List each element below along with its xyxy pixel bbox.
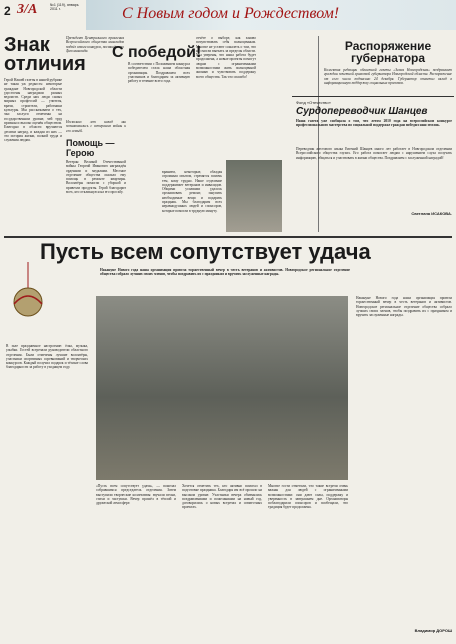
znak-title: Знак отличия (4, 34, 86, 75)
surdo-author: Светлана ИСАКОВА. (411, 211, 452, 216)
pomoshch-intro: Несколько лет назад мы познакомились с ветераном войны и его семьёй. (66, 120, 126, 133)
column-3-body: отчёте о выборе, как заново почувствовать себя полноценным. Многие не устают сожалеть о том, что не смогли выехать за пределы области. Мы уверены, что наша работа будет продолжена, а новые проекты помогут людям с ограниченными возможностями жить полноценной жизнью и чувствовать поддержку всего общества. Так что спасибо! (196, 36, 256, 79)
surdo-body: Переводчик жестового языка Евгений Шанцев много лет работает в Новгородском отделении Всероссийского общества глухих. Его работа помогает людям с нарушением слуха получать информацию, общаться и участвовать в жизни общества. Поздравляем с заслуженной наградой! (296, 147, 452, 160)
feature-text-a: В зале праздничное настроение: ёлка, музыка, улыбки. Гостей встречали руководители областного отделения. Были отмечены лучшие волонтёры, участники спортивных соревнований и творческих конкурсов. Каждый получил подарок и тёплые слова благодарности за работу в уходящем году. (6, 344, 88, 370)
ornament (10, 262, 46, 332)
feature-right (356, 296, 452, 633)
feature-text-d: Многие гости отметили, что такие встречи очень важны для людей с ограниченными возможностями: они дают силы, поддержку и уверенность в завтрашнем дне. Организаторы поблагодарили спонсоров и пообещали, что традиция будет продолжена. (268, 484, 348, 510)
rasporyazhenie-title: Распоряжение губернатора (344, 39, 432, 65)
feature-rule (4, 236, 452, 238)
masthead (0, 0, 456, 40)
page-number: 2 (4, 4, 11, 18)
section-pomoshch (66, 120, 126, 238)
znak-body: Герой Нашей газеты в нашей рубрике не такая уж редкость: некоторые граждане Новгородской области удостоены наградами разных ведомств. Среди них люди самых мирных профессий — учителя, врачи, строители, работники культуры. Мы рассказываем о тех, чьи заслуги отмечены на государственном уровне, чей труд признан и высоко оценён обществом. Ежегодно в области вручаются десятки наград, и каждая из них — это история жизни, полной труда и служения людям. (4, 78, 62, 143)
holiday-banner (86, 0, 456, 30)
feature-author: Владимир ДОРОШ (414, 628, 452, 633)
group-photo (96, 296, 348, 480)
pobeda-body: В соответствии с Положением конкурса победителем стала наша областная организация. Поздравляем всех участников и благодарим за активную работу в течение всего года. (128, 62, 190, 84)
pobeda-intro: Президент Центрального правления Всероссийского общества инвалидов подвёл итоги конкурса, посвящённого Дню инвалида. (66, 36, 124, 53)
pobeda-title: С победой! (112, 44, 202, 61)
section-rule (292, 96, 454, 97)
newspaper-logo: З/А (17, 2, 38, 17)
feature-lead: Накануне Нового года наша организация провела торжественный вечер в честь ветеранов и активистов. Новгородское региональное отделение общества собрало лучших своих членов, чтобы поздравить их с праздником и вручить заслуженные награды. (100, 268, 350, 277)
column-znak-otlichiya (4, 34, 86, 218)
banner-text: С Новым годом и Рождеством! (122, 5, 340, 22)
surdo-title: Сурдопереводчик Шанцев (296, 106, 428, 117)
pomoshch-title: Помощь — Герою (66, 138, 115, 158)
middle-center-body: вранием, некоторые, обладая огромным опытом, стремятся помочь тем, кому трудно. Наше отделение поддерживает ветеранов и инвалидов. Общими усилиями удалось организовать ремонт, закупить необходимые вещи и подарить праздник. Мы благодарим всех неравнодушных людей и спонсоров, которые помогли в трудную минуту. (162, 170, 222, 213)
issue-line: №1 (119), январь 2011 г. (50, 3, 79, 12)
pomoshch-body: Ветеран Великой Отечественной войны Георгий Иванович награждён орденами и медалями. Местное отделение общества оказало ему помощь в ремонте квартиры. Волонтёры помогли с уборкой и привезли продукты. Герой благодарит всех, кто откликнулся на его просьбу. (66, 160, 126, 195)
feature-title: Пусть всем сопутствует удача (40, 239, 371, 264)
surdo-lead: Наша газета уже сообщала о том, что летом 2010 года на всероссийском конкурсе профессионального мастерства по социальной поддержке граждан победил наш земляк. (296, 119, 452, 128)
veteran-photo (226, 160, 282, 232)
ornament-graphic (10, 262, 46, 332)
surdo-label: Фонд «Отечество» (296, 100, 331, 105)
feature-text-e: Накануне Нового года наша организация провела торжественный вечер в честь ветеранов и активистов. Новгородское региональное отделение общества собрало лучших своих членов, чтобы поздравить их с праздником и вручить заслуженные награды. (356, 296, 452, 318)
feature-text-c: Хочется отметить тех, кто активно помогал в подготовке праздника. Благодаря им всё прошло на высоком уровне. Участники вечера обменялись поздравлениями и пожеланиями на новый год, договорились о новых встречах и совместных проектах. (182, 484, 262, 510)
section-surdo (296, 100, 452, 216)
rasporyazhenie-body: Коллектив редакции областной газеты «Земля Новгородская» поздравляет граждан почетной грамотой губернатора Новгородской области. Распоряжение от сего числа подписано 24 декабря. Губернатор отметил вклад в информационную поддержку социальных проектов. (324, 68, 452, 85)
feature-text-b: «Пусть всем сопутствует удача», — пожелал собравшимся председатель отделения. Затем выступили творческие коллективы: звучали песни, стихи и частушки. Вечер прошёл в тёплой и дружеской атмосфере. (96, 484, 176, 506)
